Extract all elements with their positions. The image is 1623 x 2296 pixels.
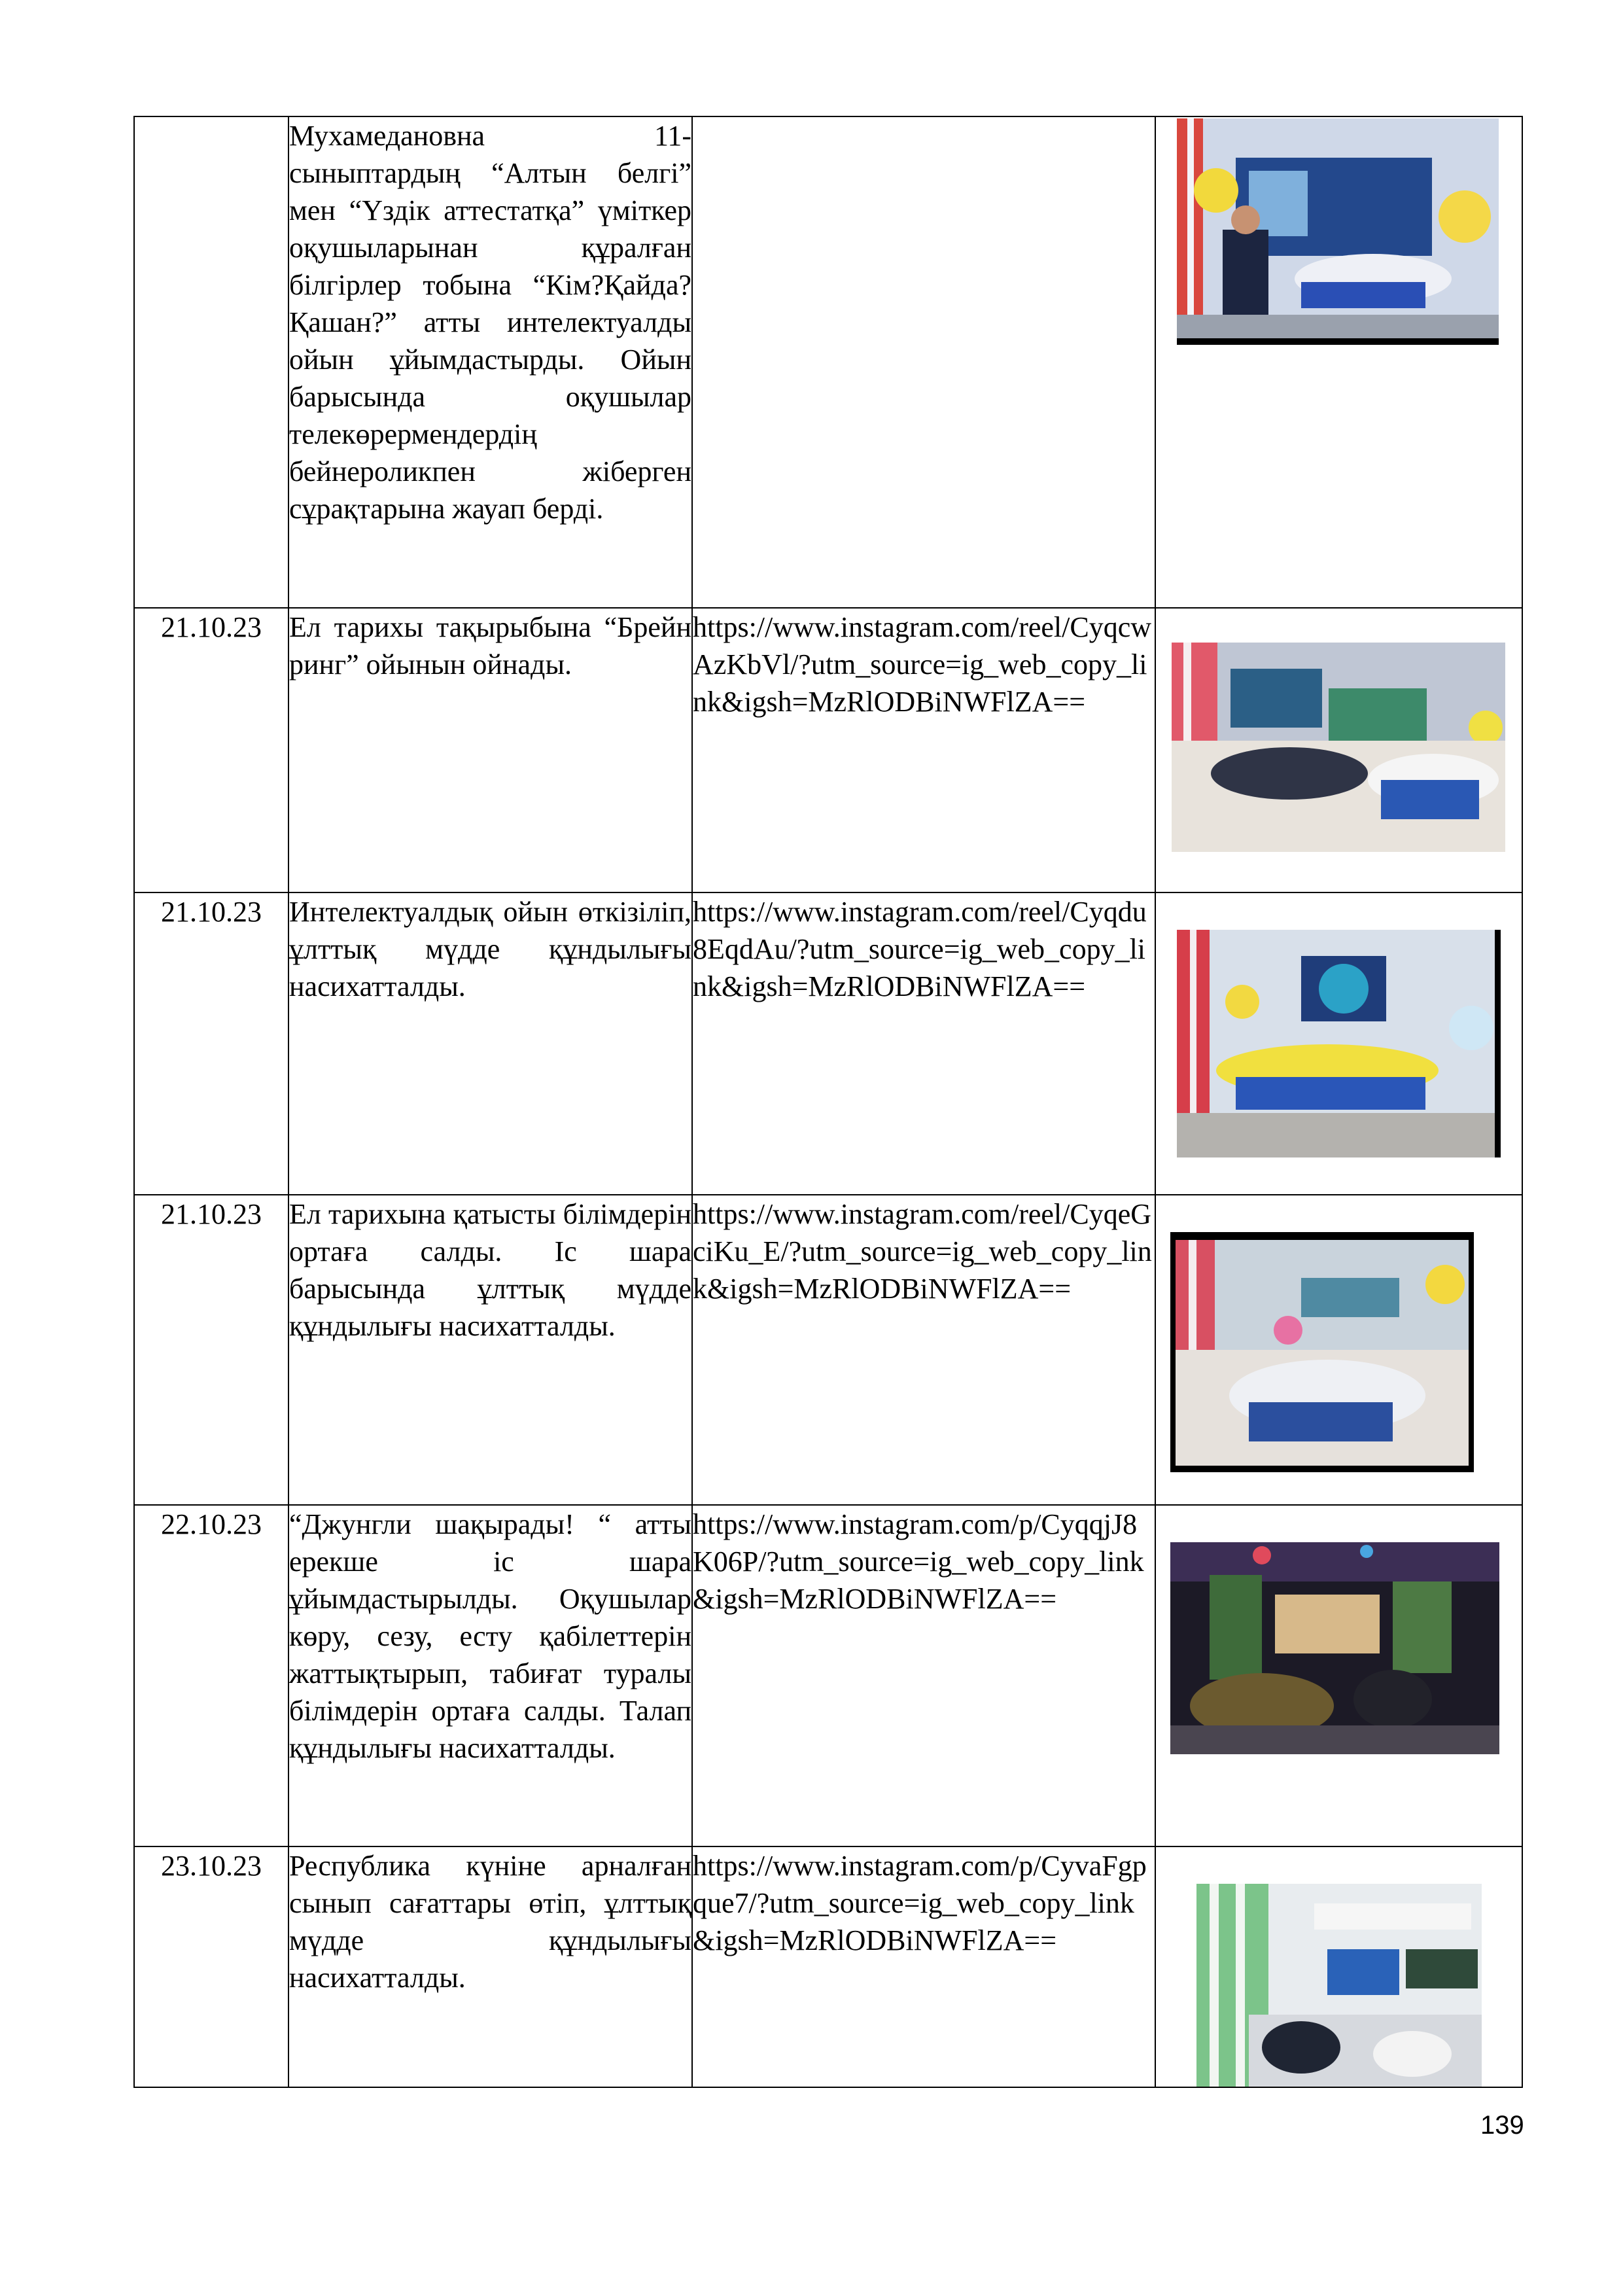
description-cell: Интелектуалдық ойын өткізіліп, ұлттық мүдде құндылығы насихатталды. <box>288 892 692 1195</box>
class-hour-photo <box>1196 1884 1482 2087</box>
intellectual-game-photo <box>1177 930 1501 1157</box>
description-cell: “Джунгли шақырады! “ атты ерекше іс шара ұйымдастырылды. Оқушылар көру, сезу, есту қабілеттерін жаттықтырып, табиғат туралы білімдерін ортаға салды. Талап құндылығы насихатталды. <box>288 1505 692 1846</box>
link-cell[interactable]: https://www.instagram.com/p/CyvaFgpque7/?utm_source=ig_web_copy_link&igsh=MzRlODBiNWFlZA== <box>692 1846 1155 2087</box>
teacher-presenting-photo <box>1177 118 1499 345</box>
link-cell[interactable] <box>692 116 1155 608</box>
table-row <box>134 1505 1522 1846</box>
date-cell: 21.10.23 <box>134 608 288 892</box>
date-cell: 23.10.23 <box>134 1846 288 2087</box>
date-cell: 21.10.23 <box>134 1195 288 1505</box>
photo-cell <box>1155 1505 1522 1846</box>
table-row <box>134 116 1522 608</box>
table-row <box>134 608 1522 892</box>
photo-cell <box>1155 892 1522 1195</box>
link-cell[interactable]: https://www.instagram.com/reel/Cyqdu8EqdAu/?utm_source=ig_web_copy_link&igsh=MzRlODBiNWFlZA== <box>692 892 1155 1195</box>
photo-cell <box>1155 608 1522 892</box>
history-event-photo <box>1170 1232 1474 1472</box>
link-cell[interactable]: https://www.instagram.com/reel/CyqcwAzKbVl/?utm_source=ig_web_copy_link&igsh=MzRlODBiNWFlZA== <box>692 608 1155 892</box>
description-cell: Ел тарихы тақырыбына “Брейн ринг” ойынын ойнады. <box>288 608 692 892</box>
table-row <box>134 1846 1522 2087</box>
description-cell: Мухамедановна 11-сыныптардың “Алтын белгі” мен “Үздік аттестатқа” үміткер оқушыларынан құралған білгірлер тобына “Кім?Қайда?Қашан?” атты интелектуалды ойын ұйымдастырды. Ойын барысында оқушылар телекөрермендердің бейнероликпен жіберген сұрақтарына жауап берді. <box>288 116 692 608</box>
jungle-event-photo <box>1170 1542 1499 1754</box>
brain-ring-photo <box>1172 643 1505 852</box>
table-row <box>134 892 1522 1195</box>
page-number: 139 <box>1480 2111 1524 2140</box>
table-row <box>134 1195 1522 1505</box>
report-table <box>133 116 1523 2088</box>
description-cell: Ел тарихына қатысты білімдерін ортаға салды. Іс шара барысында ұлттық мүдде құндылығы насихатталды. <box>288 1195 692 1505</box>
link-cell[interactable]: https://www.instagram.com/reel/CyqeGciKu_E/?utm_source=ig_web_copy_link&igsh=MzRlODBiNWFlZA== <box>692 1195 1155 1505</box>
photo-cell <box>1155 1846 1522 2087</box>
link-cell[interactable]: https://www.instagram.com/p/CyqqjJ8K06P/?utm_source=ig_web_copy_link&igsh=MzRlODBiNWFlZA== <box>692 1505 1155 1846</box>
date-cell: 21.10.23 <box>134 892 288 1195</box>
description-cell: Республика күніне арналған сынып сағаттары өтіп, ұлттық мүдде құндылығы насихатталды. <box>288 1846 692 2087</box>
photo-cell <box>1155 116 1522 608</box>
date-cell <box>134 116 288 608</box>
date-cell: 22.10.23 <box>134 1505 288 1846</box>
photo-cell <box>1155 1195 1522 1505</box>
